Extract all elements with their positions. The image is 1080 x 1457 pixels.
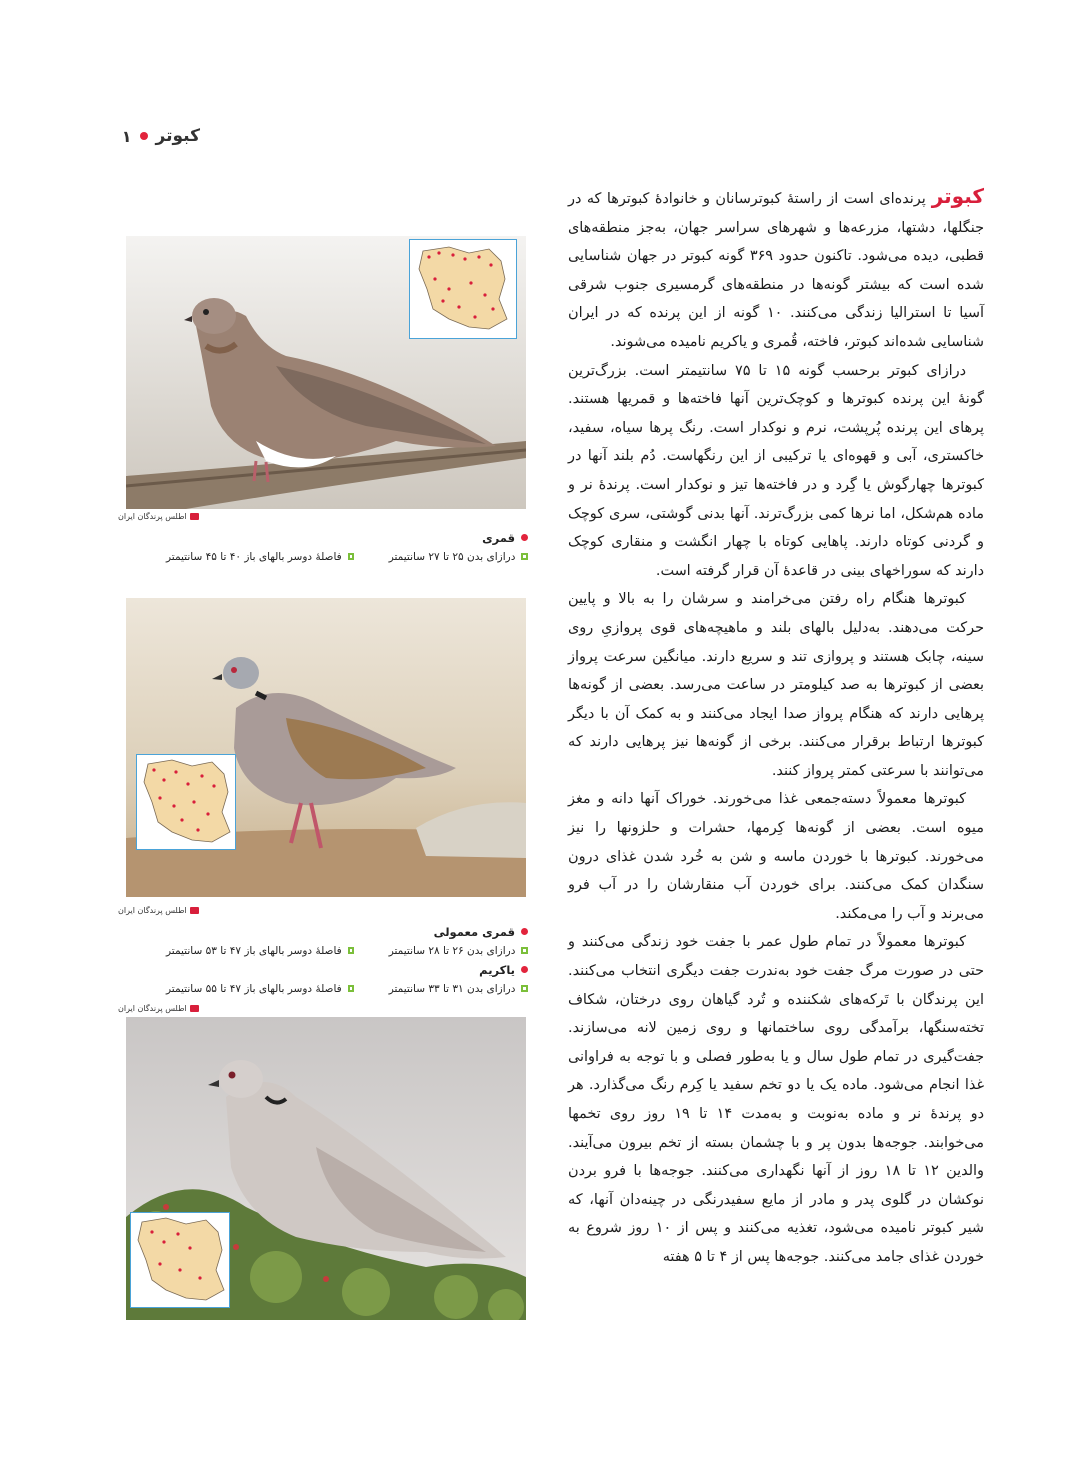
green-square-icon <box>521 553 528 560</box>
wingspan: فاصلهٔ دوسر بالهای باز ۴۰ تا ۴۵ سانتیمتر <box>165 550 342 563</box>
photo-credit-2 <box>118 906 199 915</box>
atlas-logo-icon <box>190 513 199 520</box>
photo-collared-dove <box>126 1017 526 1320</box>
photo-credit-text: اطلس پرندگان ایران <box>118 906 187 915</box>
paragraph-text: پرنده‌ای است از راستهٔ کبوترسانان و خانوادهٔ کبوترها که در جنگلها، دشتها، مزرعه‌ها و شهرهای سراسر جهان، به‌جز منطقه‌های قطبی، دیده می‌شود. تاکنون حدود ۳۶۹ گونه کبوتر در جهان شناسایی شده است که بیشتر گونه‌ها در منطقه‌های گرمسیری جنوب شرقی آسیا تا استرالیا زندگی می‌کنند. ۱۰ گونه از این پرنده که در ایران شناسایی شده‌اند کبوتر، فاخته، قُمری و یاکریم نامیده می‌شوند. <box>568 191 984 350</box>
body-length: درازای بدن ۳۱ تا ۳۳ سانتیمتر <box>388 982 516 995</box>
chapter-title: کبوتر <box>155 126 200 146</box>
wingspan: فاصلهٔ دوسر بالهای باز ۴۷ تا ۵۵ سانتیمتر <box>165 982 342 995</box>
green-square-icon <box>348 947 355 954</box>
green-square-icon <box>348 985 355 992</box>
body-length: درازای بدن ۲۶ تا ۲۸ سانتیمتر <box>388 944 516 957</box>
atlas-logo-icon <box>190 907 199 914</box>
article-paragraph-4: کبوترها معمولاً دسته‌جمعی غذا می‌خورند. خوراک آنها دانه و مغز میوه است. بعضی از گونه‌ها کِرمها، حشرات و حلزونها را نیز می‌خورند. کبوترها با خوردن ماسه و شن به خُرد شدن غذای درون سنگدان کمک می‌کنند. برای خوردن آب منقارشان را در آب فرو می‌برند و آب را می‌مکند. <box>568 791 984 922</box>
distribution-map-3 <box>130 1212 230 1308</box>
atlas-logo-icon <box>190 1005 199 1012</box>
species-name: یاکریم <box>479 962 515 977</box>
red-dot-icon <box>140 132 148 140</box>
page-number: ۱ <box>121 126 132 146</box>
species-caption-2 <box>166 922 528 998</box>
photo-turtle-dove <box>126 598 526 897</box>
species-name: قمری <box>482 530 515 545</box>
article-paragraph-2: درازای کبوتر برحسب گونه ۱۵ تا ۷۵ سانتیمتر است. بزرگ‌ترین گونهٔ این پرنده کبوترها و کوچک‌ترین آنها فاخته‌ها و قمریها هستند. پرهای این پرنده پُرپشت، نرم و نوکدار است. رنگ پرها سیاه، سفید، خاکستری، آبی و قهوه‌ای یا ترکیبی از این رنگهاست. دُم بلند آنها در کبوترها چهارگوش یا گِرد و در فاخته‌ها تیز و نوکدار است. پرندهٔ نر و ماده هم‌شکل، اما نرها کمی بزرگ‌ترند. آنها بدنی گوشتی، سری کوچک و گردنی کوتاه دارند. پاهایی کوتاه با چهار انگشت و منقاری کوچک دارند که سوراخهای بینی در قاعدهٔ آن قرار گرفته است. <box>568 362 984 579</box>
page-header <box>120 122 200 150</box>
article-paragraph-1 <box>568 182 984 357</box>
red-bullet-icon <box>521 534 528 541</box>
species-caption-1 <box>166 528 528 566</box>
green-square-icon <box>521 985 528 992</box>
article-paragraph-3: کبوترها هنگام راه رفتن می‌خرامند و سرشان را به بالا و پایین حرکت می‌دهند. به‌دلیل بالهای بلند و ماهیچه‌های قوی پروازیِ روی سینه، چابک هستند و پروازی تند و سریع دارند. میانگین سرعت پرواز بعضی از کبوترها به صد کیلومتر در ساعت می‌رسد. بعضی از گونه‌ها پرهایی دارند که هنگام پرواز صدا ایجاد می‌کنند و به کمک آن با دیگر کبوترها ارتباط برقرار می‌کنند. برخی از گونه‌ها نیز پرهایی دارند که می‌توانند با سرعتی کمتر پرواز کنند. <box>568 591 984 779</box>
wingspan: فاصلهٔ دوسر بالهای باز ۴۷ تا ۵۳ سانتیمتر <box>165 944 342 957</box>
distribution-map-1 <box>409 239 517 339</box>
photo-credit-3 <box>118 1004 199 1013</box>
photo-credit-text: اطلس پرندگان ایران <box>118 1004 187 1013</box>
photo-credit-1 <box>118 512 199 521</box>
green-square-icon <box>521 947 528 954</box>
article-paragraph-5: کبوترها معمولاً در تمام طول عمر با جفت خود زندگی می‌کنند و حتی در صورت مرگ جفت خود به‌ندرت جفت دیگری انتخاب می‌کنند. این پرندگان با تَرکه‌های شکننده و تُرد گیاهان روی درختان، شکاف تخته‌سنگها، برآمدگی روی ساختمانها و روی زمین لانه می‌سازند. جفت‌گیری در تمام طول سال و یا به‌طور فصلی و با توجه به فراوانی غذا انجام می‌شود. ماده یک یا دو تخم سفید یا کِرم رنگ می‌گذارد. هر دو پرندهٔ نر و ماده به‌نوبت و به‌مدت ۱۴ تا ۱۹ روز روی تخمها می‌خوابند. جوجه‌ها بدون پر و با چشمان بسته از تخم بیرون می‌آیند. والدین ۱۲ تا ۱۸ روز از آنها نگهداری می‌کنند. جوجه‌ها با فرو بردن نوکشان در گلوی پدر و مادر از مایع سفیدرنگی در چینه‌دان آنها، که شیر کبوتر نامیده می‌شود، تغذیه می‌کنند و پس از ۱۰ روز شروع به خوردن غذای جامد می‌کنند. جوجه‌ها پس از ۴ تا ۵ هفته <box>568 934 984 1265</box>
red-bullet-icon <box>521 966 528 973</box>
photo-laughing-dove <box>126 236 526 509</box>
photo-credit-text: اطلس پرندگان ایران <box>118 512 187 521</box>
distribution-map-2 <box>136 754 236 850</box>
article-body <box>568 182 984 1272</box>
body-length: درازای بدن ۲۵ تا ۲۷ سانتیمتر <box>388 550 516 563</box>
green-square-icon <box>348 553 355 560</box>
lead-word: کبوتر <box>931 184 984 208</box>
species-name: قمری معمولی <box>433 924 515 939</box>
red-bullet-icon <box>521 928 528 935</box>
